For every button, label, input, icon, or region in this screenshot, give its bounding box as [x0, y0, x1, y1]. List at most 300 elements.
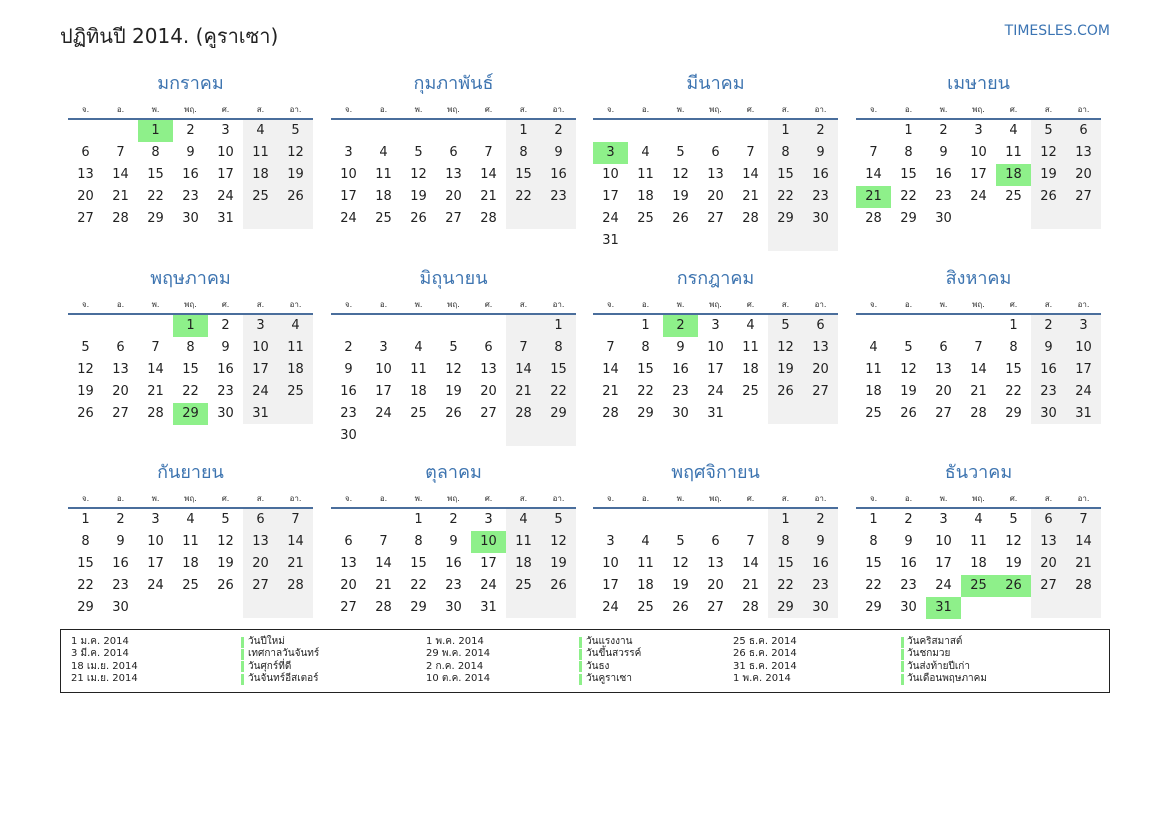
- weekday-label: จ.: [606, 494, 615, 503]
- weekday-label: อ.: [641, 105, 650, 114]
- day-cell: 7: [379, 534, 388, 549]
- day-cell: 17: [480, 556, 497, 571]
- month-name: มีนาคม: [686, 73, 745, 94]
- day-cell: 23: [445, 578, 462, 593]
- holiday-day: 26: [996, 575, 1031, 597]
- day-cell: 31: [602, 233, 619, 248]
- day-cell: 1: [1009, 318, 1018, 333]
- weekday-label: ส.: [519, 300, 528, 309]
- day-cell: 9: [344, 362, 353, 377]
- day-cell: 20: [1040, 556, 1057, 571]
- day-cell: 17: [252, 362, 269, 377]
- day-cell: 29: [410, 600, 427, 615]
- day-cell: 24: [340, 211, 357, 226]
- day-cell: 15: [900, 167, 917, 182]
- holiday-day: 31: [926, 597, 961, 619]
- day-cell: 7: [974, 340, 983, 355]
- day-cell: 26: [777, 384, 794, 399]
- day-cell: 6: [81, 145, 90, 160]
- day-cell: 19: [672, 578, 689, 593]
- legend-date: 18 เม.ย. 2014: [71, 660, 138, 672]
- day-cell: 4: [186, 512, 195, 527]
- day-cell: 2: [186, 123, 195, 138]
- month-name: พฤษภาคม: [150, 268, 231, 289]
- day-cell: 18: [637, 189, 654, 204]
- day-cell: 5: [81, 340, 90, 355]
- weekday-label: พฤ.: [709, 105, 722, 114]
- day-cell: 17: [707, 362, 724, 377]
- weekday-label: อา.: [1077, 494, 1090, 503]
- day-cell: 18: [742, 362, 759, 377]
- weekday-label: ศ.: [221, 300, 230, 309]
- day-cell: 7: [484, 145, 493, 160]
- day-cell: 19: [1040, 167, 1057, 182]
- day-cell: 24: [147, 578, 164, 593]
- day-cell: 30: [1040, 406, 1057, 421]
- day-cell: 5: [1009, 512, 1018, 527]
- day-cell: 12: [900, 362, 917, 377]
- month-name: มกราคม: [157, 73, 224, 94]
- day-cell: 27: [77, 211, 94, 226]
- day-cell: 16: [900, 556, 917, 571]
- day-cell: 2: [554, 123, 563, 138]
- month-12: [856, 461, 1101, 651]
- day-cell: 17: [935, 556, 952, 571]
- legend-holiday-name: วันขึ้นสวรรค์: [586, 648, 642, 660]
- day-cell: 11: [637, 167, 654, 182]
- day-cell: 20: [707, 578, 724, 593]
- day-cell: 31: [252, 406, 269, 421]
- holiday-day: 1: [173, 315, 208, 337]
- day-cell: 14: [742, 556, 759, 571]
- day-cell: 7: [746, 534, 755, 549]
- day-cell: 4: [519, 512, 528, 527]
- day-cell: 5: [291, 123, 300, 138]
- day-cell: 11: [637, 556, 654, 571]
- day-cell: 27: [1075, 189, 1092, 204]
- day-cell: 8: [151, 145, 160, 160]
- legend-holiday-name: วันศุกร์ที่ดี: [248, 660, 292, 672]
- day-cell: 6: [711, 145, 720, 160]
- day-cell: 10: [970, 145, 987, 160]
- day-cell: 30: [340, 428, 357, 443]
- day-cell: 12: [672, 556, 689, 571]
- day-cell: 17: [602, 189, 619, 204]
- weekday-label: พ.: [414, 105, 423, 114]
- day-cell: 12: [287, 145, 304, 160]
- weekday-label: ศ.: [484, 300, 493, 309]
- day-cell: 7: [869, 145, 878, 160]
- day-cell: 27: [252, 578, 269, 593]
- weekday-label: อ.: [379, 494, 388, 503]
- day-cell: 19: [217, 556, 234, 571]
- month-7: [593, 267, 838, 457]
- day-cell: 9: [904, 534, 913, 549]
- day-cell: 12: [672, 167, 689, 182]
- day-cell: 23: [217, 384, 234, 399]
- weekday-label: จ.: [344, 494, 353, 503]
- day-cell: 6: [711, 534, 720, 549]
- month-name: ธันวาคม: [944, 462, 1013, 483]
- day-cell: 15: [1005, 362, 1022, 377]
- day-cell: 21: [742, 578, 759, 593]
- day-cell: 19: [900, 384, 917, 399]
- day-cell: 17: [340, 189, 357, 204]
- day-cell: 31: [217, 211, 234, 226]
- day-cell: 5: [414, 145, 423, 160]
- weekday-label: อา.: [289, 300, 302, 309]
- legend-marker: [901, 674, 904, 685]
- legend-holiday-name: วันคูราเซา: [586, 673, 632, 685]
- day-cell: 11: [252, 145, 269, 160]
- legend-holiday-name: วันธง: [586, 660, 610, 672]
- day-cell: 10: [375, 362, 392, 377]
- day-cell: 10: [340, 167, 357, 182]
- day-cell: 31: [707, 406, 724, 421]
- day-cell: 26: [77, 406, 94, 421]
- day-cell: 13: [112, 362, 129, 377]
- day-cell: 16: [812, 167, 829, 182]
- day-cell: 4: [641, 534, 650, 549]
- weekday-label: ศ.: [221, 105, 230, 114]
- day-cell: 16: [672, 362, 689, 377]
- day-cell: 3: [974, 123, 983, 138]
- day-cell: 13: [445, 167, 462, 182]
- day-cell: 5: [676, 534, 685, 549]
- day-cell: 28: [287, 578, 304, 593]
- day-cell: 1: [869, 512, 878, 527]
- weekday-label: พฤ.: [184, 105, 197, 114]
- day-cell: 6: [1044, 512, 1053, 527]
- day-cell: 11: [410, 362, 427, 377]
- day-cell: 12: [550, 534, 567, 549]
- weekday-label: พฤ.: [447, 105, 460, 114]
- day-cell: 23: [112, 578, 129, 593]
- weekday-label: ส.: [519, 105, 528, 114]
- day-cell: 9: [554, 145, 563, 160]
- day-cell: 2: [939, 123, 948, 138]
- day-cell: 13: [77, 167, 94, 182]
- day-cell: 4: [256, 123, 265, 138]
- day-cell: 22: [865, 578, 882, 593]
- day-cell: 30: [900, 600, 917, 615]
- weekday-label: อ.: [116, 300, 125, 309]
- day-cell: 21: [112, 189, 129, 204]
- legend-date: 10 ต.ค. 2014: [426, 673, 491, 685]
- day-cell: 3: [256, 318, 265, 333]
- day-cell: 22: [182, 384, 199, 399]
- weekday-label: อา.: [289, 494, 302, 503]
- legend-holiday-name: วันเดือนพฤษภาคม: [907, 673, 987, 685]
- day-cell: 28: [112, 211, 129, 226]
- legend-date: 1 พ.ค. 2014: [426, 636, 484, 647]
- day-cell: 20: [480, 384, 497, 399]
- day-cell: 8: [781, 145, 790, 160]
- legend-date: 2 ก.ค. 2014: [426, 660, 484, 672]
- day-cell: 2: [1044, 318, 1053, 333]
- day-cell: 12: [777, 340, 794, 355]
- day-cell: 28: [865, 211, 882, 226]
- weekday-label: พ.: [151, 300, 160, 309]
- weekday-label: จ.: [869, 494, 878, 503]
- day-cell: 8: [781, 534, 790, 549]
- weekday-label: พฤ.: [709, 494, 722, 503]
- day-cell: 29: [865, 600, 882, 615]
- weekday-label: ศ.: [746, 494, 755, 503]
- day-cell: 1: [781, 123, 790, 138]
- day-cell: 16: [340, 384, 357, 399]
- legend-date: 26 ธ.ค. 2014: [733, 648, 797, 660]
- weekday-label: อ.: [116, 494, 125, 503]
- day-cell: 10: [147, 534, 164, 549]
- legend-date: 1 พ.ค. 2014: [733, 673, 791, 685]
- day-cell: 3: [939, 512, 948, 527]
- day-cell: 3: [1079, 318, 1088, 333]
- legend-marker: [241, 649, 244, 660]
- day-cell: 7: [151, 340, 160, 355]
- day-cell: 8: [1009, 340, 1018, 355]
- day-cell: 18: [252, 167, 269, 182]
- weekday-label: พฤ.: [447, 300, 460, 309]
- weekday-label: ศ.: [746, 300, 755, 309]
- day-cell: 27: [935, 406, 952, 421]
- day-cell: 10: [935, 534, 952, 549]
- month-9: [68, 461, 313, 651]
- day-cell: 31: [480, 600, 497, 615]
- weekday-label: อ.: [379, 105, 388, 114]
- day-cell: 4: [869, 340, 878, 355]
- day-cell: 28: [742, 211, 759, 226]
- weekday-label: พ.: [151, 494, 160, 503]
- weekday-label: พ.: [151, 105, 160, 114]
- day-cell: 29: [777, 211, 794, 226]
- legend-date: 3 มี.ค. 2014: [71, 648, 129, 660]
- day-cell: 28: [515, 406, 532, 421]
- day-cell: 14: [515, 362, 532, 377]
- day-cell: 6: [939, 340, 948, 355]
- legend-marker: [579, 637, 582, 648]
- weekday-label: ส.: [781, 300, 790, 309]
- day-cell: 16: [112, 556, 129, 571]
- legend-date: 1 ม.ค. 2014: [71, 636, 129, 647]
- day-cell: 20: [77, 189, 94, 204]
- day-cell: 3: [484, 512, 493, 527]
- day-cell: 4: [974, 512, 983, 527]
- day-cell: 30: [812, 600, 829, 615]
- day-cell: 7: [519, 340, 528, 355]
- day-cell: 15: [777, 167, 794, 182]
- day-cell: 21: [375, 578, 392, 593]
- day-cell: 27: [812, 384, 829, 399]
- day-cell: 10: [217, 145, 234, 160]
- day-cell: 19: [445, 384, 462, 399]
- month-4: [856, 72, 1101, 262]
- legend-date: 25 ธ.ค. 2014: [733, 636, 797, 647]
- day-cell: 26: [410, 211, 427, 226]
- weekday-label: ส.: [781, 105, 790, 114]
- day-cell: 26: [217, 578, 234, 593]
- day-cell: 25: [865, 406, 882, 421]
- day-cell: 4: [379, 145, 388, 160]
- day-cell: 1: [641, 318, 650, 333]
- day-cell: 3: [379, 340, 388, 355]
- day-cell: 26: [672, 600, 689, 615]
- month-8: [856, 267, 1101, 457]
- weekday-label: อา.: [552, 105, 565, 114]
- day-cell: 15: [77, 556, 94, 571]
- day-cell: 20: [812, 362, 829, 377]
- day-cell: 27: [707, 600, 724, 615]
- day-cell: 12: [77, 362, 94, 377]
- day-cell: 1: [554, 318, 563, 333]
- day-cell: 23: [1040, 384, 1057, 399]
- day-cell: 6: [449, 145, 458, 160]
- month-10: [331, 461, 576, 651]
- page-title: ปฏิทินปี 2014. (คูราเซา): [60, 24, 279, 48]
- day-cell: 15: [515, 167, 532, 182]
- day-cell: 18: [182, 556, 199, 571]
- day-cell: 19: [287, 167, 304, 182]
- legend-marker: [579, 661, 582, 672]
- day-cell: 27: [707, 211, 724, 226]
- day-cell: 8: [414, 534, 423, 549]
- day-cell: 24: [252, 384, 269, 399]
- day-cell: 24: [707, 384, 724, 399]
- legend-date: 29 พ.ค. 2014: [426, 648, 491, 660]
- day-cell: 29: [550, 406, 567, 421]
- holiday-day: 25: [961, 575, 996, 597]
- day-cell: 20: [112, 384, 129, 399]
- weekday-label: อ.: [379, 300, 388, 309]
- weekday-label: อา.: [289, 105, 302, 114]
- day-cell: 10: [602, 556, 619, 571]
- day-cell: 1: [519, 123, 528, 138]
- day-cell: 8: [554, 340, 563, 355]
- day-cell: 25: [182, 578, 199, 593]
- day-cell: 30: [935, 211, 952, 226]
- day-cell: 12: [1040, 145, 1057, 160]
- day-cell: 6: [116, 340, 125, 355]
- day-cell: 15: [865, 556, 882, 571]
- day-cell: 28: [375, 600, 392, 615]
- month-name: มิถุนายน: [419, 268, 488, 289]
- weekday-label: ส.: [256, 494, 265, 503]
- day-cell: 2: [816, 512, 825, 527]
- legend-marker: [901, 661, 904, 672]
- day-cell: 11: [865, 362, 882, 377]
- day-cell: 17: [1075, 362, 1092, 377]
- day-cell: 21: [287, 556, 304, 571]
- weekday-label: พ.: [676, 105, 685, 114]
- day-cell: 8: [186, 340, 195, 355]
- legend-marker: [901, 649, 904, 660]
- day-cell: 25: [375, 211, 392, 226]
- day-cell: 6: [344, 534, 353, 549]
- day-cell: 19: [410, 189, 427, 204]
- month-2: [331, 72, 576, 262]
- day-cell: 29: [147, 211, 164, 226]
- day-cell: 4: [291, 318, 300, 333]
- day-cell: 24: [970, 189, 987, 204]
- day-cell: 4: [414, 340, 423, 355]
- day-cell: 24: [1075, 384, 1092, 399]
- month-6: [331, 267, 576, 457]
- day-cell: 27: [340, 600, 357, 615]
- weekday-label: ศ.: [484, 494, 493, 503]
- weekday-label: ส.: [256, 300, 265, 309]
- day-cell: 20: [935, 384, 952, 399]
- day-cell: 22: [777, 189, 794, 204]
- holiday-day: 21: [856, 186, 891, 208]
- weekday-label: จ.: [81, 300, 90, 309]
- day-cell: 24: [217, 189, 234, 204]
- day-cell: 28: [970, 406, 987, 421]
- day-cell: 23: [550, 189, 567, 204]
- day-cell: 22: [410, 578, 427, 593]
- legend-holiday-name: วันส่งท้ายปีเก่า: [907, 660, 970, 672]
- day-cell: 19: [777, 362, 794, 377]
- day-cell: 13: [252, 534, 269, 549]
- day-cell: 16: [445, 556, 462, 571]
- day-cell: 26: [900, 406, 917, 421]
- day-cell: 18: [865, 384, 882, 399]
- day-cell: 30: [445, 600, 462, 615]
- legend-marker: [579, 649, 582, 660]
- weekday-label: อ.: [116, 105, 125, 114]
- weekday-label: อา.: [552, 300, 565, 309]
- day-cell: 19: [1005, 556, 1022, 571]
- legend-holiday-name: เทศกาลวันจันทร์: [248, 648, 320, 660]
- site-link[interactable]: TIMESLES.COM: [1004, 23, 1110, 39]
- day-cell: 18: [970, 556, 987, 571]
- weekday-label: พ.: [939, 494, 948, 503]
- weekday-label: อ.: [904, 300, 913, 309]
- day-cell: 22: [637, 384, 654, 399]
- day-cell: 24: [375, 406, 392, 421]
- day-cell: 17: [970, 167, 987, 182]
- day-cell: 21: [602, 384, 619, 399]
- day-cell: 6: [1079, 123, 1088, 138]
- day-cell: 21: [147, 384, 164, 399]
- month-name: พฤศจิกายน: [671, 462, 760, 483]
- day-cell: 25: [1005, 189, 1022, 204]
- weekday-label: พ.: [414, 300, 423, 309]
- day-cell: 13: [1075, 145, 1092, 160]
- legend-holiday-name: วันคริสมาสต์: [907, 636, 963, 647]
- day-cell: 2: [116, 512, 125, 527]
- day-cell: 29: [1005, 406, 1022, 421]
- legend-holiday-name: วันปีใหม่: [248, 636, 285, 647]
- day-cell: 3: [151, 512, 160, 527]
- day-cell: 7: [746, 145, 755, 160]
- day-cell: 13: [935, 362, 952, 377]
- weekday-label: พฤ.: [447, 494, 460, 503]
- day-cell: 24: [935, 578, 952, 593]
- weekday-label: จ.: [869, 105, 878, 114]
- day-cell: 17: [217, 167, 234, 182]
- weekday-label: อ.: [641, 494, 650, 503]
- day-cell: 26: [672, 211, 689, 226]
- weekday-label: พฤ.: [972, 300, 985, 309]
- day-cell: 5: [554, 512, 563, 527]
- day-cell: 9: [1044, 340, 1053, 355]
- legend-marker: [241, 637, 244, 648]
- day-cell: 14: [287, 534, 304, 549]
- day-cell: 6: [256, 512, 265, 527]
- legend-date: 31 ธ.ค. 2014: [733, 660, 797, 672]
- day-cell: 9: [676, 340, 685, 355]
- day-cell: 4: [1009, 123, 1018, 138]
